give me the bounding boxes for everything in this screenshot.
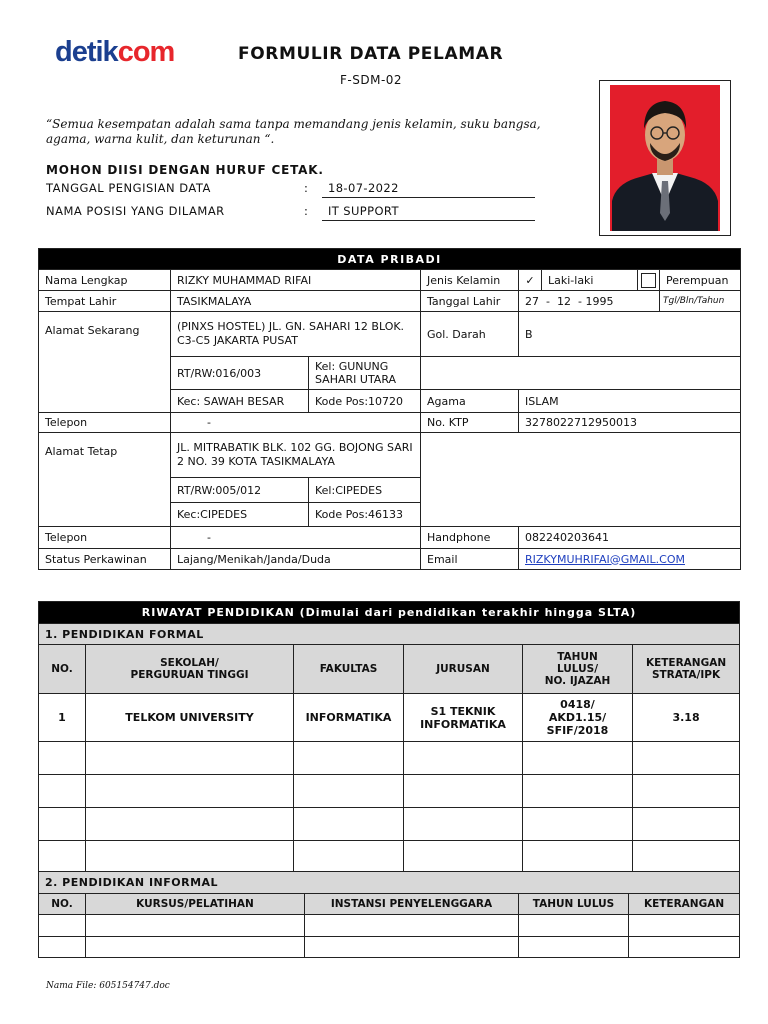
name-label: Nama Lengkap xyxy=(39,270,171,291)
permanent-postal-field[interactable]: Kode Pos:46133 xyxy=(309,503,421,527)
table-cell[interactable]: 0418/ AKD1.15/ SFIF/2018 xyxy=(523,694,633,742)
table-cell[interactable]: S1 TEKNIK INFORMATIKA xyxy=(404,694,523,742)
date-separator: - xyxy=(577,294,582,308)
phone2-field[interactable]: - xyxy=(171,527,421,549)
colon: : xyxy=(304,181,308,195)
birthdate-label: Tanggal Lahir xyxy=(421,291,519,312)
name-field[interactable]: RIZKY MUHAMMAD RIFAI xyxy=(171,270,421,291)
colon: : xyxy=(304,204,308,218)
formal-column-header: KETERANGAN STRATA/IPK xyxy=(633,645,740,694)
gender-male-checkbox[interactable]: ✓ xyxy=(519,270,542,291)
ktp-field[interactable]: 3278022712950013 xyxy=(519,413,741,433)
table-cell[interactable]: 3.18 xyxy=(633,694,740,742)
current-postal-field[interactable]: Kode Pos:10720 xyxy=(309,390,421,413)
gender-male-label: Laki-laki xyxy=(542,270,638,291)
current-kelurahan-field[interactable]: Kel: GUNUNG SAHARI UTARA xyxy=(309,357,421,390)
education-section-title: RIWAYAT PENDIDIKAN (Dimulai dari pendidikan terakhir hingga SLTA) xyxy=(39,602,740,624)
informal-column-header: INSTANSI PENYELENGGARA xyxy=(305,894,519,915)
phone-field[interactable]: - xyxy=(171,413,421,433)
current-rtrw-field[interactable]: RT/RW:016/003 xyxy=(171,357,309,390)
permanent-rtrw-field[interactable]: RT/RW:005/012 xyxy=(171,478,309,503)
blood-type-field[interactable]: B xyxy=(519,312,741,357)
birth-month: 12 xyxy=(556,294,571,308)
date-separator: - xyxy=(546,294,550,308)
marital-field[interactable]: Lajang/Menikah/Janda/Duda xyxy=(171,549,421,570)
formal-column-header: NO. xyxy=(39,645,86,694)
religion-field[interactable]: ISLAM xyxy=(519,390,741,413)
personal-data-table xyxy=(38,248,741,570)
personal-section-title: DATA PRIBADI xyxy=(39,249,741,270)
formal-column-header: FAKULTAS xyxy=(294,645,404,694)
informal-column-header: KURSUS/PELATIHAN xyxy=(86,894,305,915)
file-name-footer: Nama File: 605154747.doc xyxy=(46,981,170,991)
marital-label: Status Perkawinan xyxy=(39,549,171,570)
permanent-kecamatan-field[interactable]: Kec:CIPEDES xyxy=(171,503,309,527)
email-link[interactable]: RIZKYMUHRIFAI@GMAIL.COM xyxy=(525,552,685,566)
handphone-field[interactable]: 082240203641 xyxy=(519,527,741,549)
formal-column-header: TAHUN LULUS/ NO. IJAZAH xyxy=(523,645,633,694)
informal-column-header: NO. xyxy=(39,894,86,915)
current-address-field[interactable]: (PINXS HOSTEL) JL. GN. SAHARI 12 BLOK. C3-C5 JAKARTA PUSAT xyxy=(171,312,421,357)
blood-type-label: Gol. Darah xyxy=(421,312,519,357)
handphone-label: Handphone xyxy=(421,527,519,549)
applicant-photo xyxy=(610,85,720,231)
position-label: NAMA POSISI YANG DILAMAR xyxy=(46,204,225,218)
informal-education-table xyxy=(38,871,740,958)
informal-column-header: TAHUN LULUS xyxy=(519,894,629,915)
formal-education-table xyxy=(38,601,740,874)
ktp-label: No. KTP xyxy=(421,413,519,433)
informal-column-header: KETERANGAN xyxy=(629,894,740,915)
religion-label: Agama xyxy=(421,390,519,413)
email-field[interactable] xyxy=(519,549,741,570)
permanent-address-field[interactable]: JL. MITRABATIK BLK. 102 GG. BOJONG SARI 2 NO. 39 KOTA TASIKMALAYA xyxy=(171,433,421,478)
formal-column-header: JURUSAN xyxy=(404,645,523,694)
birth-year: 1995 xyxy=(585,294,614,308)
permanent-kelurahan-field[interactable]: Kel:CIPEDES xyxy=(309,478,421,503)
table-cell[interactable]: INFORMATIKA xyxy=(294,694,404,742)
formal-education-title: 1. PENDIDIKAN FORMAL xyxy=(39,624,740,645)
table-cell[interactable]: TELKOM UNIVERSITY xyxy=(86,694,294,742)
birthplace-label: Tempat Lahir xyxy=(39,291,171,312)
phone-label: Telepon xyxy=(39,413,171,433)
birthplace-field[interactable]: TASIKMALAYA xyxy=(171,291,421,312)
birth-day: 27 xyxy=(525,294,539,308)
permanent-address-label: Alamat Tetap xyxy=(39,433,171,527)
form-title: FORMULIR DATA PELAMAR xyxy=(238,44,504,64)
fill-date-label: TANGGAL PENGISIAN DATA xyxy=(46,181,211,195)
detikcom-logo: detikcom xyxy=(55,36,175,68)
fill-date-field[interactable]: 18-07-2022 xyxy=(322,181,535,198)
gender-label: Jenis Kelamin xyxy=(421,270,519,291)
gender-female-checkbox[interactable] xyxy=(638,270,660,291)
form-code: F-SDM-02 xyxy=(340,73,403,87)
empty-cell xyxy=(421,357,741,390)
phone2-label: Telepon xyxy=(39,527,171,549)
informal-education-title: 2. PENDIDIKAN INFORMAL xyxy=(39,872,740,894)
equal-opportunity-quote: “Semua kesempatan adalah sama tanpa memandang jenis kelamin, suku bangsa, agama, warna kulit, dan keturunan “. xyxy=(46,117,541,146)
current-kecamatan-field[interactable]: Kec: SAWAH BESAR xyxy=(171,390,309,413)
position-field[interactable]: IT SUPPORT xyxy=(322,204,535,221)
empty-cell xyxy=(421,433,741,527)
current-address-label: Alamat Sekarang xyxy=(39,312,171,413)
birthdate-field[interactable] xyxy=(519,291,660,312)
gender-female-label: Perempuan xyxy=(660,270,741,291)
table-cell[interactable]: 1 xyxy=(39,694,86,742)
checkbox-box xyxy=(641,273,656,288)
instruction-text: MOHON DIISI DENGAN HURUF CETAK. xyxy=(46,163,324,177)
table-row xyxy=(39,694,740,742)
date-format-hint: Tgl/Bln/Tahun xyxy=(660,291,741,312)
email-label: Email xyxy=(421,549,519,570)
formal-column-header: SEKOLAH/ PERGURUAN TINGGI xyxy=(86,645,294,694)
